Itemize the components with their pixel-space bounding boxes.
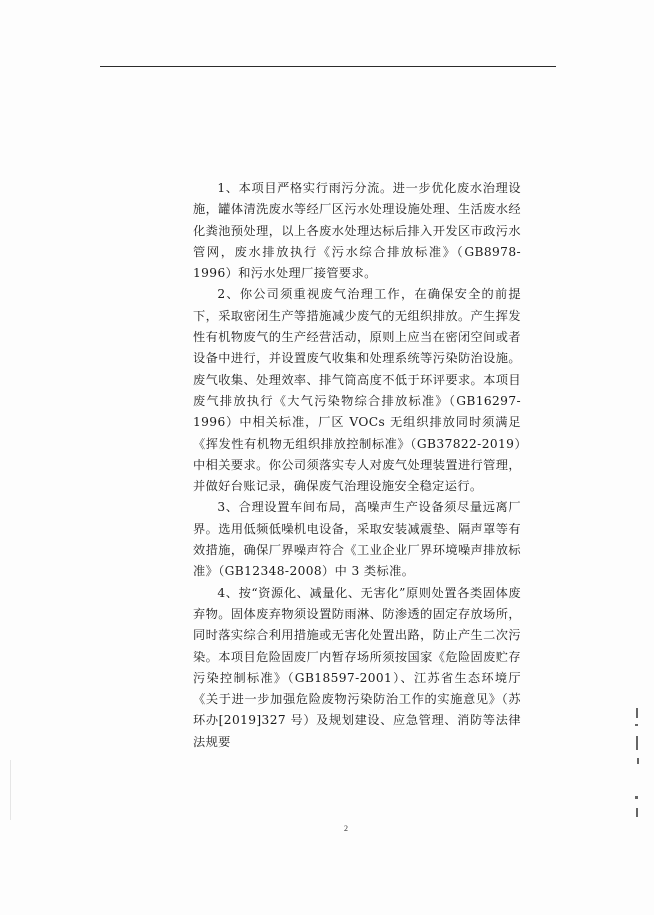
page-number: 2 xyxy=(344,824,348,833)
scan-mark xyxy=(637,758,639,764)
scan-mark xyxy=(636,808,638,817)
paragraph-exhaust-gas: 2、你公司须重视废气治理工作，在确保安全的前提下，采取密闭生产等措施减少废气的无组织排放。产生挥发性有机物废气的生产经营活动，原则上应当在密闭空间或者设备中进行，并设置废气收集和处理系统等污染防治设施。废气收集、处理效率、排气筒高度不低于环评要求。本项目废气排放执行《大气污染物综合排放标准》（GB16297-1996）中相关标准，厂区 VOCs 无组织排放同时须满足《挥发性有机物无组织排放控制标准》（GB37822-2019）中相关要求。你公司须落实专人对废气处理装置进行管理，并做好台账记录，确保废气治理设施安全稳定运行。 xyxy=(193,287,521,494)
scan-mark xyxy=(636,736,638,750)
paragraph-noise: 3、合理设置车间布局，高噪声生产设备须尽量远离厂界。选用低频低噪机电设备，采取安装减震垫、隔声罩等有效措施，确保厂界噪声符合《工业企业厂界环境噪声排放标准》（GB12348-2008）中 3 类标准。 xyxy=(193,500,521,579)
scan-edge-shadow xyxy=(10,760,11,820)
document-body xyxy=(193,178,521,753)
scan-edge-marks xyxy=(630,700,646,830)
scan-mark xyxy=(635,796,638,799)
paragraph-wastewater: 1、本项目严格实行雨污分流。进一步优化废水治理设施，罐体清洗废水等经厂区污水处理设施处理、生活废水经化粪池预处理，以上各废水处理达标后排入开发区市政污水管网，废水排放执行《污水综合排放标准》（GB8978-1996）和污水处理厂接管要求。 xyxy=(193,181,521,281)
header-rule xyxy=(100,66,556,67)
paragraph-solid-waste: 4、按“资源化、减量化、无害化”原则处置各类固体废弃物。固体废弃物须设置防雨淋、防渗透的固定存放场所，同时落实综合利用措施或无害化处置出路，防止产生二次污染。本项目危险固废厂内暂存场所须按国家《危险固废贮存污染控制标准》（GB18597-2001）、江苏省生态环境厅《关于进一步加强危险废物污染防治工作的实施意见》（苏环办[2019]327 号）及规划建设、应急管理、消防等法律法规要 xyxy=(193,585,521,749)
scan-mark xyxy=(635,724,638,726)
scan-mark xyxy=(636,708,638,718)
